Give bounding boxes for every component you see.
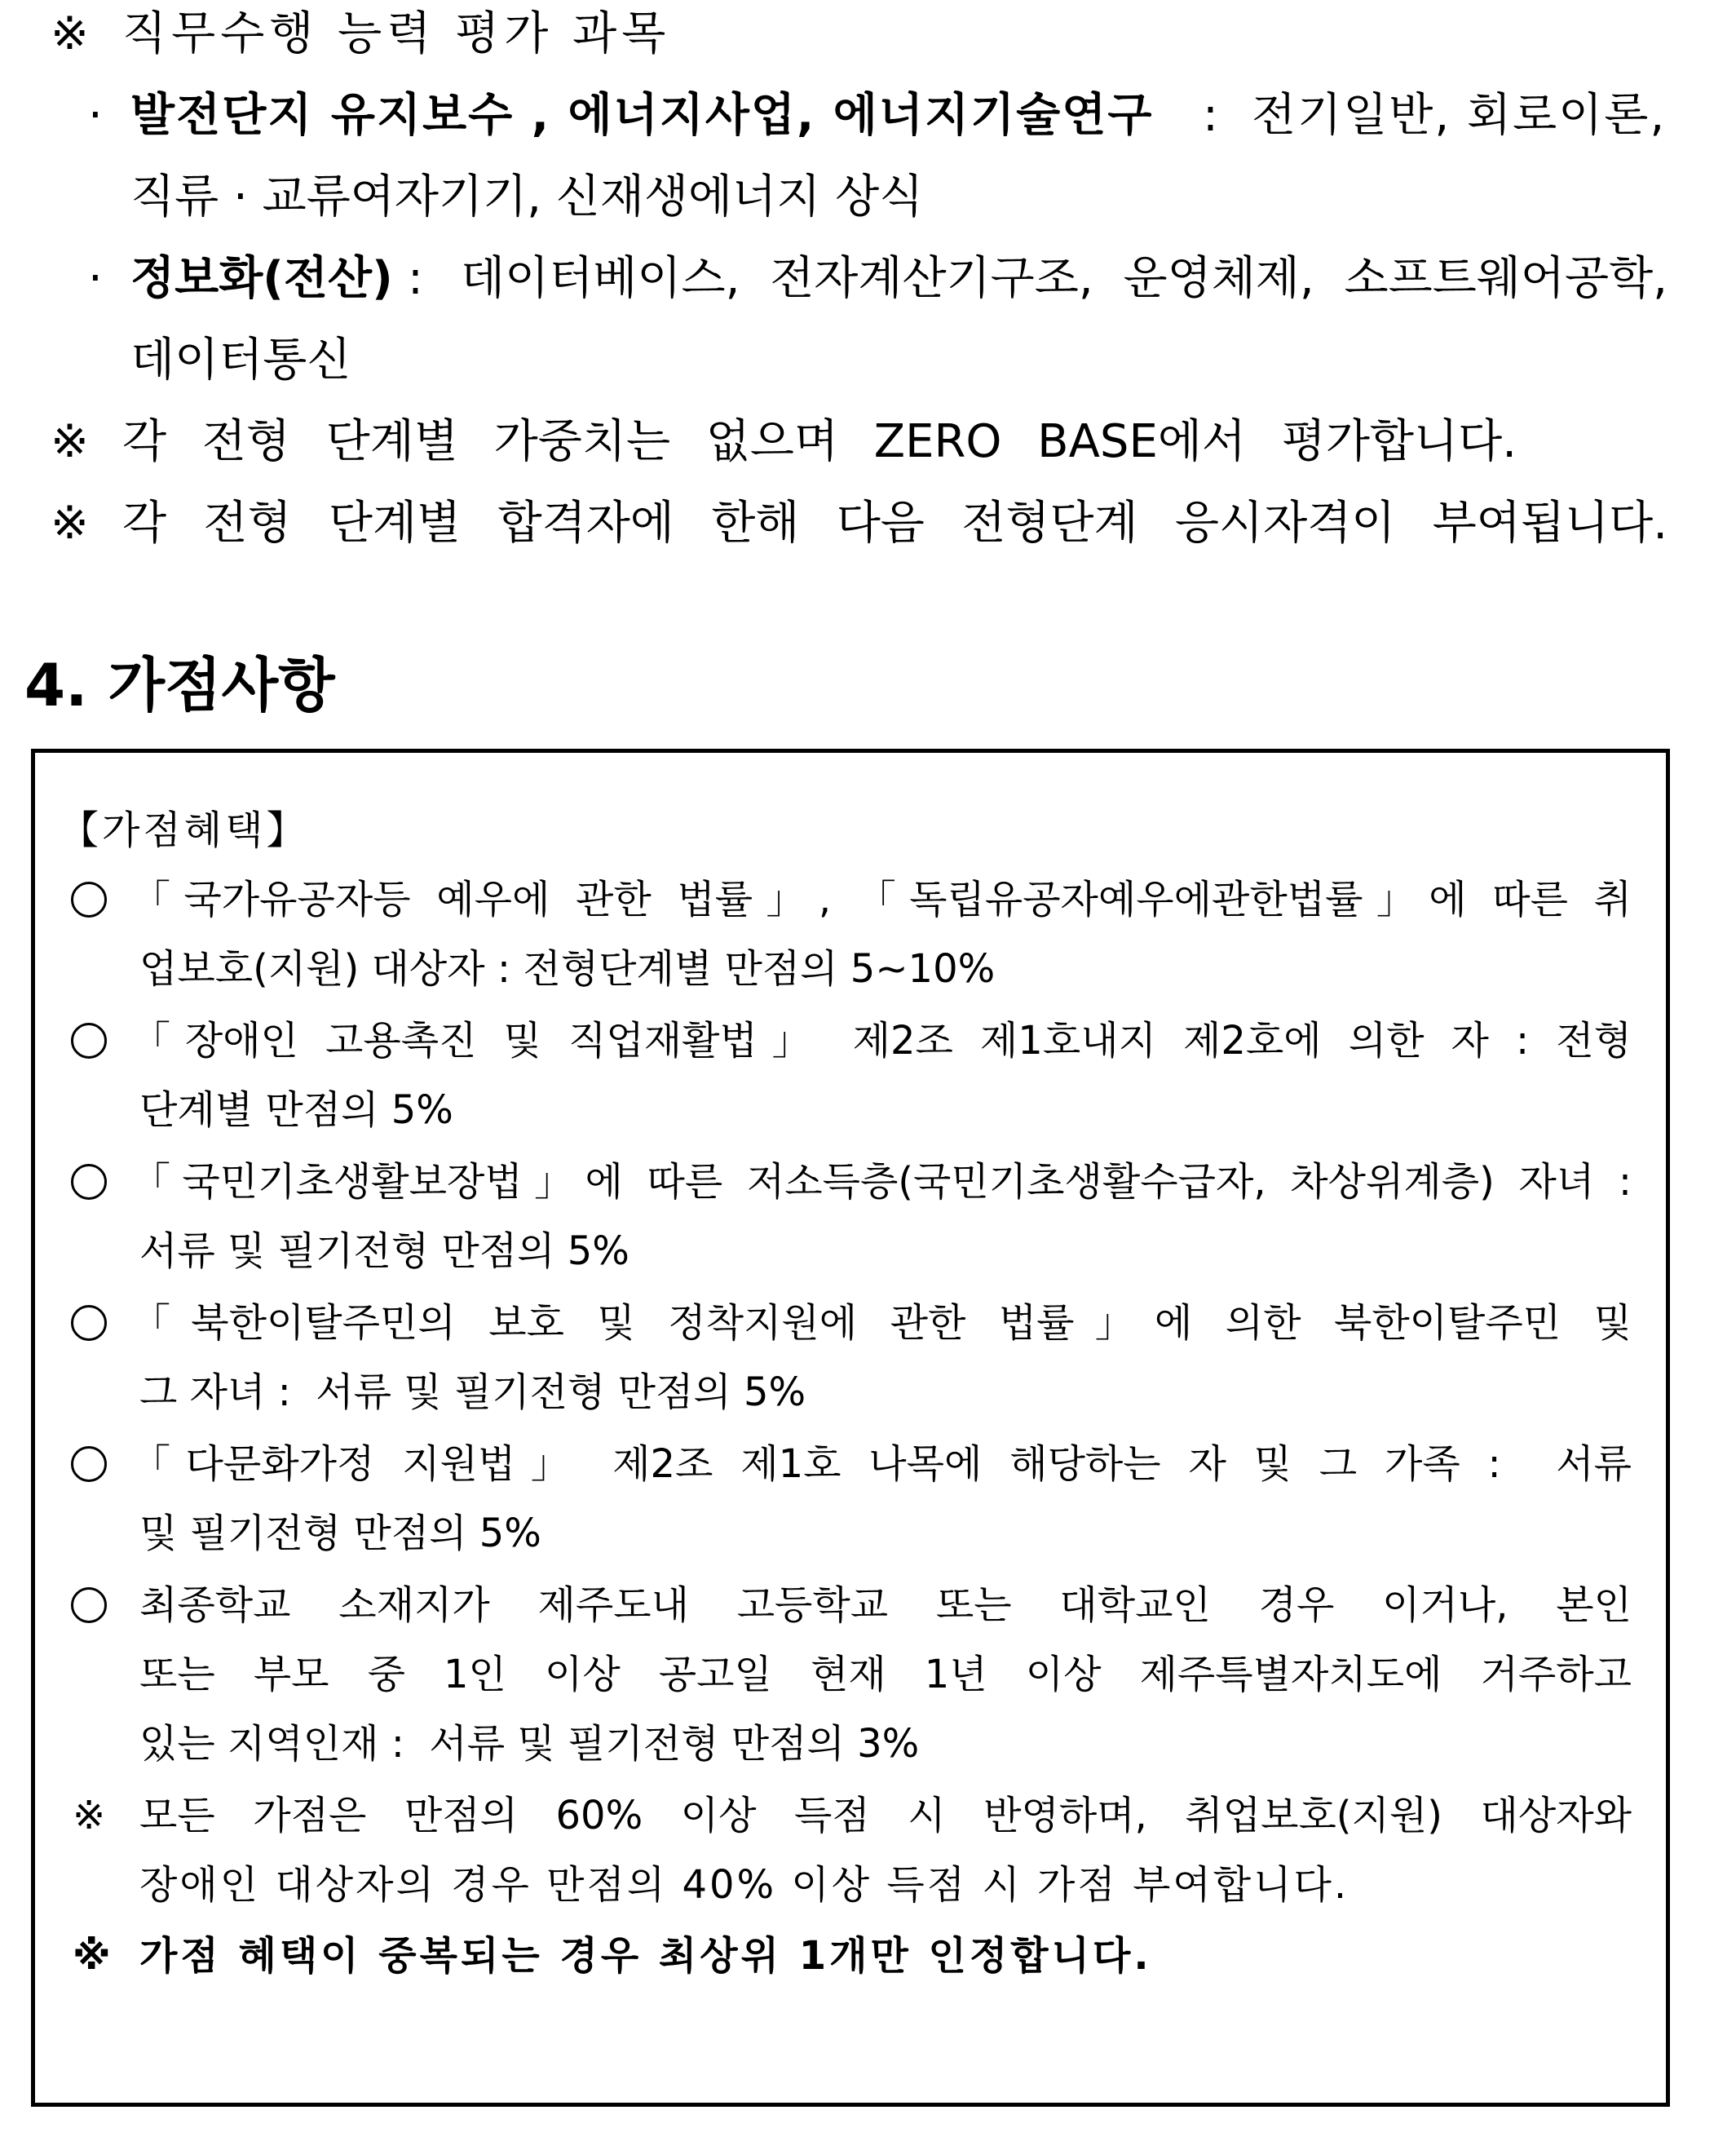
bonus-title: 【가점혜택】 [60,807,309,853]
circle-bullet-icon [71,1305,107,1341]
bonus-item-line: 최종학교 소재지가 제주도내 고등학교 또는 대학교인 경우 이거나, 본인 [139,1582,1632,1628]
note-mark: ※ [73,1933,111,1979]
section-heading: 4. 가점사항 [24,651,335,719]
separator: : [1203,89,1218,142]
subject-text-power: 전기일반, 회로이론, [1252,89,1667,142]
note-mark: ※ [51,7,89,60]
subject-text-it-cont: 데이터통신 [130,334,351,387]
subject-item-it-cont [0,320,1736,401]
bullet: · [88,89,103,142]
circle-bullet-icon [71,1023,107,1059]
bonus-item-line: 단계별 만점의 5% [139,1087,453,1133]
weight-note [0,401,1736,483]
bonus-note-line: 가점 혜택이 중복되는 경우 최상위 1개만 인정합니다. [139,1933,1152,1979]
note-mark: ※ [51,497,89,550]
bonus-item-line: 「장애인 고용촉진 및 직업재활법」 제2조 제1호내지 제2호에 의한 자 : 전형 [131,1018,1632,1064]
circle-bullet-icon [71,1587,107,1623]
circle-bullet-icon [71,1164,107,1200]
circle-bullet-icon [71,882,107,918]
bonus-note-line: 모든 가점은 만점의 60% 이상 득점 시 반영하며, 취업보호(지원) 대상자와 [139,1793,1632,1838]
subject-text-power-cont: 직류 · 교류여자기기, 신재생에너지 상식 [130,170,924,223]
pass-note [0,483,1736,564]
pass-note-text: 각 전형 단계별 합격자에 한해 다음 전형단계 응시자격이 부여됩니다. [122,497,1668,550]
bonus-item-line: 「국가유공자등 예우에 관한 법률」, 「독립유공자예우에관한법률」에 따른 취 [131,877,1632,922]
subject-item-power [0,75,1736,157]
weight-note-text: 각 전형 단계별 가중치는 없으며 ZERO BASE에서 평가합니다. [122,415,1517,468]
bonus-item-line: 「국민기초생활보장법」에 따른 저소득층(국민기초생활수급자, 차상위계층) 자녀 : [131,1159,1632,1205]
circle-bullet-icon [71,1446,107,1482]
subject-note-text: 직무수행 능력 평가 과목 [122,7,671,60]
bonus-item-line: 서류 및 필기전형 만점의 5% [139,1228,629,1274]
bullet: · [88,252,103,305]
note-mark: ※ [73,1793,106,1838]
bonus-note-line: 장애인 대상자의 경우 만점의 40% 이상 득점 시 가점 부여합니다. [139,1862,1349,1908]
subject-note [0,0,1736,75]
subject-item-it [0,238,1736,320]
bonus-item-line: 「북한이탈주민의 보호 및 정착지원에 관한 법률」에 의한 북한이탈주민 및 [131,1300,1632,1346]
bonus-item-line: 및 필기전형 만점의 5% [139,1511,541,1556]
subject-label-power: 발전단지 유지보수 , 에너지사업, 에너지기술연구 [130,89,1154,142]
bonus-item-line: 또는 부모 중 1인 이상 공고일 현재 1년 이상 제주특별자치도에 거주하고 [139,1652,1632,1697]
bonus-item-line: 「다문화가정 지원법」 제2조 제1호 나목에 해당하는 자 및 그 가족 : 서류 [131,1441,1632,1487]
bonus-item-line: 업보호(지원) 대상자 : 전형단계별 만점의 5~10% [139,946,996,992]
bonus-box [31,749,1670,2107]
bonus-item-line: 있는 지역인재 : 서류 및 필기전형 만점의 3% [139,1721,920,1767]
subject-label-it: 정보화(전산) [130,252,393,305]
subject-text-it: 데이터베이스, 전자계산기구조, 운영체제, 소프트웨어공학, [461,252,1668,305]
bonus-item-line: 그 자녀 : 서류 및 필기전형 만점의 5% [139,1369,806,1415]
note-mark: ※ [51,415,89,468]
subject-item-power-cont [0,157,1736,238]
separator: : [408,252,423,305]
